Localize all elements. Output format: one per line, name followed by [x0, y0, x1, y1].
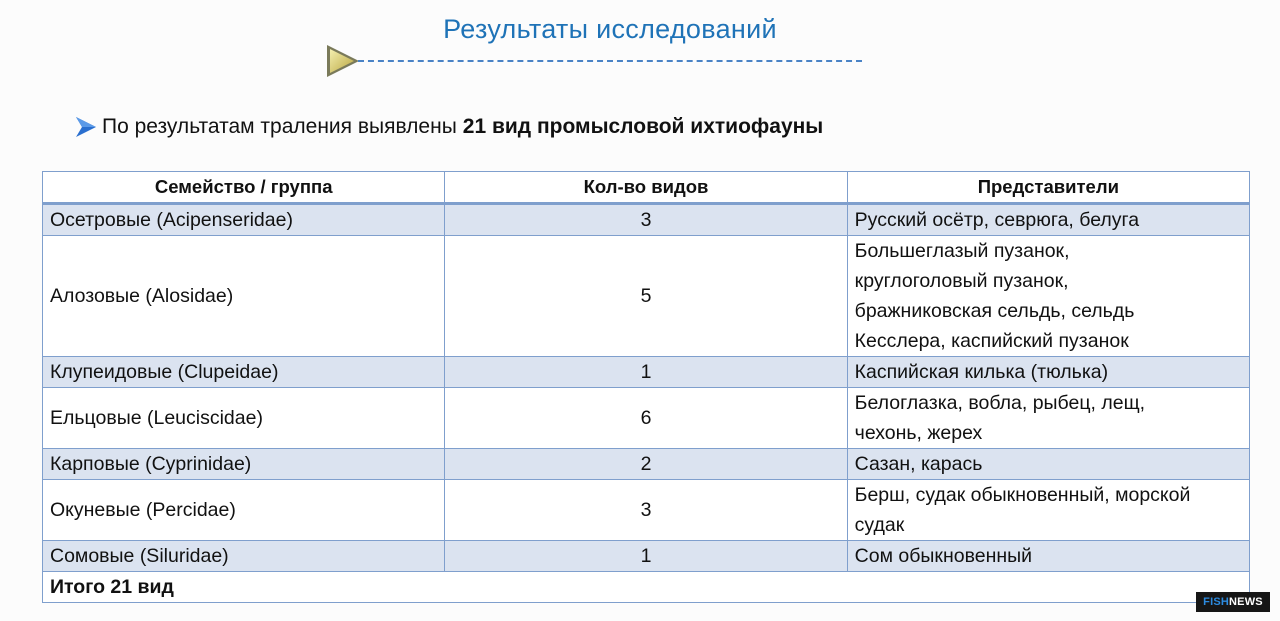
- count-cell: 1: [445, 541, 847, 572]
- bullet-text: По результатам траления выявлены: [102, 115, 457, 138]
- members-line: круглоголовый пузанок,: [854, 270, 1069, 292]
- members-cell: [847, 449, 1249, 480]
- table-row: [43, 204, 1250, 236]
- arrow-bullet-icon: [74, 115, 98, 139]
- logo-part-news: NEWS: [1229, 596, 1263, 608]
- slide-title: Результаты исследований: [443, 14, 777, 44]
- header-family: Семейство / группа: [43, 172, 445, 204]
- family-cell: Клупеидовые (Clupeidae): [43, 357, 445, 388]
- members-cell: [847, 357, 1249, 388]
- family-cell: Окуневые (Percidae): [43, 480, 445, 541]
- family-cell: Алозовые (Alosidae): [43, 236, 445, 357]
- total-cell: Итого 21 вид: [43, 572, 1250, 603]
- members-line: Сазан, карась: [854, 453, 983, 475]
- logo-part-fish: FISH: [1203, 596, 1230, 608]
- table-row: [43, 449, 1250, 480]
- triangle-arrow-icon: [324, 42, 362, 80]
- table-row: [43, 357, 1250, 388]
- count-cell: 2: [445, 449, 847, 480]
- header-members: Представители: [847, 172, 1249, 204]
- family-cell: Карповые (Cyprinidae): [43, 449, 445, 480]
- table-total-row: [43, 572, 1250, 603]
- count-cell: 3: [445, 480, 847, 541]
- members-line: Берш, судак обыкновенный, морской: [854, 484, 1191, 506]
- header-count: Кол-во видов: [445, 172, 847, 204]
- bullet-bold-text: 21 вид промысловой ихтиофауны: [462, 115, 824, 138]
- family-cell: Сомовые (Siluridae): [43, 541, 445, 572]
- members-line: Большеглазый пузанок,: [854, 240, 1070, 262]
- table-row: [43, 541, 1250, 572]
- members-cell: [847, 480, 1249, 541]
- family-cell: Осетровые (Acipenseridae): [43, 204, 445, 236]
- family-cell: Ельцовые (Leuciscidae): [43, 388, 445, 449]
- table-row: [43, 388, 1250, 449]
- members-line: Белоглазка, вобла, рыбец, лещ,: [854, 392, 1146, 414]
- table-header-row: [43, 172, 1250, 204]
- count-cell: 6: [445, 388, 847, 449]
- title-underline: [358, 60, 862, 62]
- members-line: чехонь, жерех: [854, 422, 983, 444]
- members-line: Русский осётр, севрюга, белуга: [854, 209, 1140, 231]
- fishnews-logo: [1196, 592, 1270, 612]
- bullet-line: [74, 111, 823, 143]
- members-line: Кесслера, каспийский пузанок: [854, 330, 1129, 352]
- members-line: бражниковская сельдь, сельдь: [854, 300, 1135, 322]
- table-row: [43, 236, 1250, 357]
- members-line: судак: [854, 514, 905, 536]
- members-cell: [847, 388, 1249, 449]
- count-cell: 3: [445, 204, 847, 236]
- members-cell: [847, 541, 1249, 572]
- species-table: [42, 171, 1250, 603]
- table-row: [43, 480, 1250, 541]
- members-cell: [847, 204, 1249, 236]
- members-line: Сом обыкновенный: [854, 545, 1033, 567]
- count-cell: 1: [445, 357, 847, 388]
- count-cell: 5: [445, 236, 847, 357]
- members-cell: [847, 236, 1249, 357]
- members-line: Каспийская килька (тюлька): [854, 361, 1109, 383]
